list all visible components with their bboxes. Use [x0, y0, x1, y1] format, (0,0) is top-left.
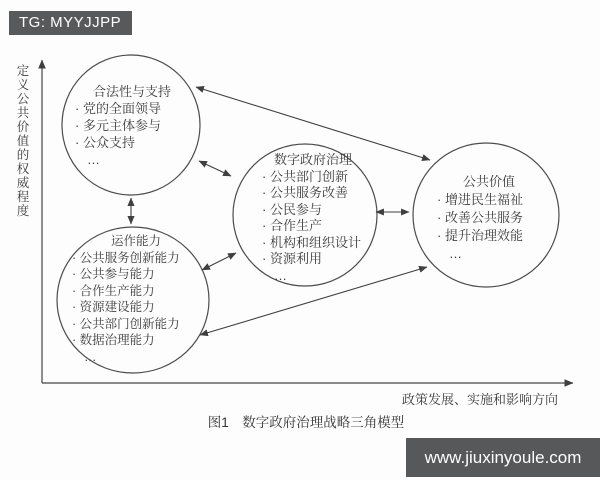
node-capacity-item: … [84, 349, 97, 364]
node-legitimacy [75, 83, 189, 168]
node-governance-item: · 公共部门创新 [262, 168, 348, 184]
node-value-item: · 提升治理效能 [437, 228, 523, 243]
node-governance-item: · 公共服务改善 [262, 185, 348, 200]
node-value [437, 173, 541, 263]
telegram-watermark-badge: TG: MYYJJPP [9, 11, 132, 35]
node-legitimacy-item: · 多元主体参与 [75, 118, 161, 133]
node-value-item: · 改善公共服务 [437, 210, 523, 225]
figure-caption: 图1 数字政府治理战略三角模型 [207, 415, 405, 430]
node-governance-item: … [274, 267, 287, 283]
website-watermark: www.jiuxinyoule.com [406, 438, 600, 477]
node-value-item: … [449, 246, 462, 261]
node-governance-item: · 公民参与 [262, 201, 322, 217]
arrow-capacity-governance [202, 253, 236, 270]
node-value-item: · 增进民生福祉 [437, 192, 523, 207]
node-governance-title: 数字政府治理 [273, 152, 352, 167]
y-axis-label: 定义公共价值的权威程度 [15, 64, 29, 218]
node-capacity-item: · 合作生产能力 [72, 283, 155, 298]
node-capacity [72, 233, 200, 365]
node-legitimacy-item: … [87, 152, 100, 167]
node-capacity-item: · 公共参与能力 [72, 267, 155, 281]
node-capacity-item: · 公共服务创新能力 [72, 250, 180, 265]
node-capacity-item: · 数据治理能力 [72, 333, 155, 347]
node-legitimacy-item: · 公众支持 [75, 135, 135, 150]
node-value-title: 公共价值 [462, 174, 515, 189]
node-governance-item: · 资源利用 [262, 251, 322, 266]
arrow-legitimacy-governance [199, 161, 231, 176]
node-governance-item: · 合作生产 [262, 218, 322, 233]
node-governance [262, 152, 364, 284]
node-legitimacy-title: 合法性与支持 [92, 84, 171, 99]
node-capacity-item: · 公共部门创新能力 [72, 316, 180, 331]
node-governance-item: · 机构和组织设计 [262, 234, 361, 250]
arrow-legitimacy-value [196, 87, 430, 160]
node-capacity-item: · 资源建设能力 [72, 300, 155, 314]
node-legitimacy-item: · 党的全面领导 [75, 101, 161, 116]
x-axis-label: 政策发展、实施和影响方向 [402, 392, 559, 407]
node-capacity-title: 运作能力 [110, 234, 161, 248]
